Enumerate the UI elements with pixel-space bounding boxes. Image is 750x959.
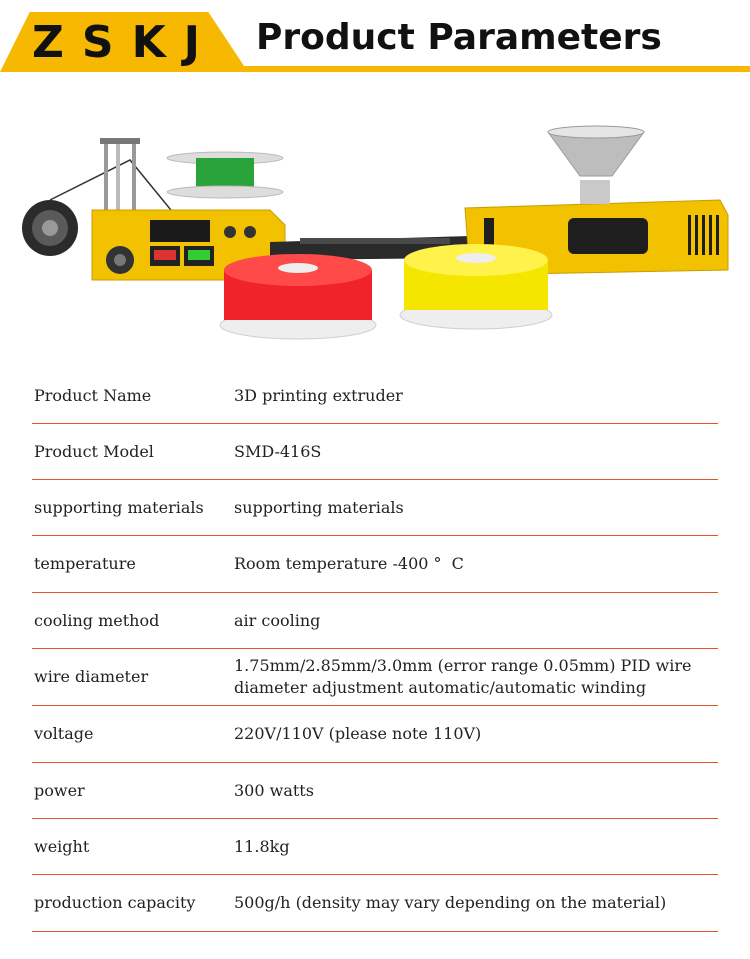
param-label: wire diameter (34, 667, 149, 686)
param-value: 1.75mm/2.85mm/3.0mm (error range 0.05mm) PID wire diameter adjustment automatic/automatic winding (234, 656, 697, 697)
param-value: air cooling (234, 610, 321, 630)
table-row (32, 763, 718, 819)
table-row (32, 593, 718, 649)
table-row (32, 536, 718, 593)
red-filament-spool (220, 254, 376, 339)
param-label: Product Name (34, 385, 152, 405)
page-header (0, 0, 750, 80)
table-row (32, 819, 718, 875)
param-label: power (34, 780, 85, 800)
param-label: Product Model (34, 441, 154, 461)
param-label: supporting materials (34, 497, 204, 517)
table-row (32, 368, 718, 424)
param-value: supporting materials (234, 497, 404, 517)
table-row (32, 424, 718, 480)
param-value: SMD-416S (234, 441, 322, 461)
green-filament-spool (167, 152, 283, 198)
yellow-filament-spool (400, 244, 552, 329)
param-label: voltage (34, 724, 94, 743)
param-value: 11.8kg (234, 836, 290, 856)
table-row (32, 649, 718, 706)
brand-logo: ZSKJ (31, 17, 219, 68)
param-label: weight (34, 836, 90, 856)
table-row (32, 480, 718, 536)
param-value: Room temperature -400 ° C (234, 554, 464, 573)
param-value: 3D printing extruder (234, 385, 403, 405)
param-label: production capacity (34, 893, 196, 912)
param-label: temperature (34, 554, 136, 573)
parameters-table (32, 368, 718, 932)
pulley-wheel (22, 200, 78, 256)
table-row (32, 875, 718, 932)
product-image (0, 120, 750, 350)
param-label: cooling method (34, 610, 160, 630)
page-title: Product Parameters (256, 17, 662, 58)
param-value: 300 watts (234, 780, 314, 800)
param-value: 220V/110V (please note 110V) (234, 724, 482, 743)
table-row (32, 706, 718, 763)
param-value: 500g/h (density may vary depending on the material) (234, 893, 667, 912)
header-underline (230, 66, 750, 72)
